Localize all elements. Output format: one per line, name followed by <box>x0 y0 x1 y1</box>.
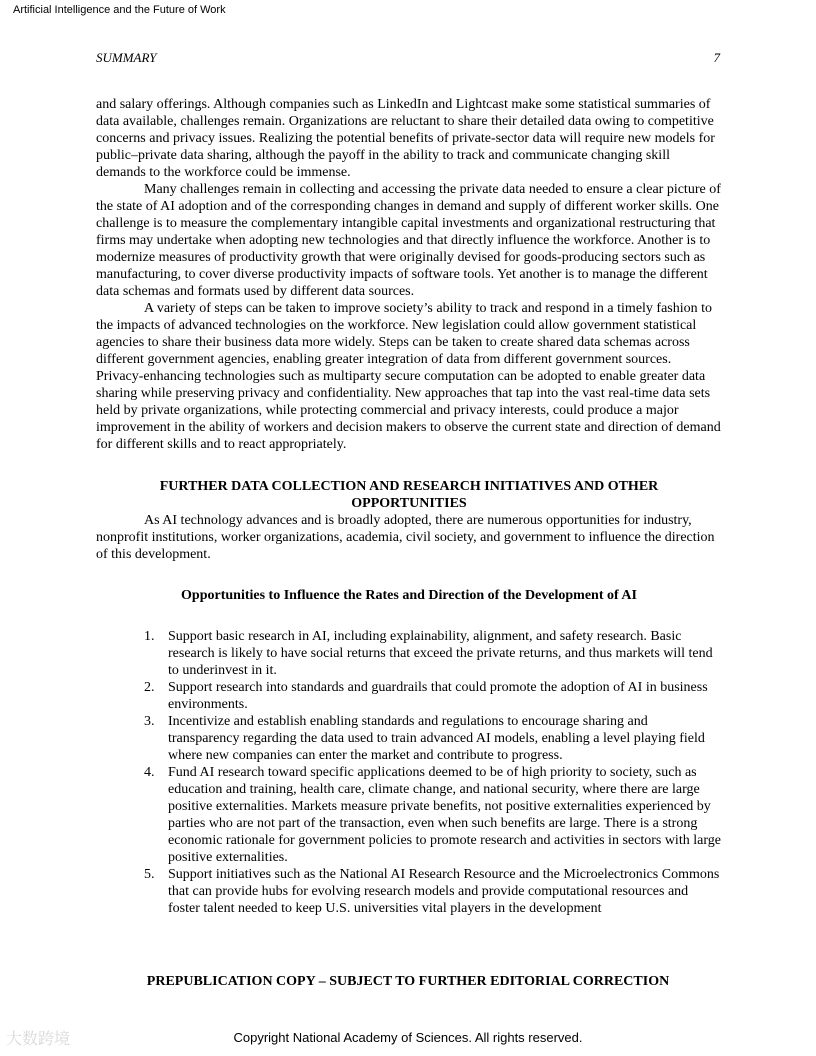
section-intro: As AI technology advances and is broadly adopted, there are numerous opportunities for industry, nonprofit institutions, worker organizations, academia, civil society, and government to influence the direction of this development. <box>96 513 715 562</box>
list-item <box>96 866 722 917</box>
list-item <box>96 679 722 713</box>
paragraph: Many challenges remain in collecting and accessing the private data needed to ensure a clear picture of the state of AI adoption and of the corresponding changes in demand and supply of different worker skills. One challenge is to measure the complementary intangible capital investments and organizational restructuring that firms may undertake when adopting new technologies and that directly influence the workforce. Another is to modernize measures of productivity growth that were originally devised for goods-producing sectors such as manufacturing, to cover diverse productivity impacts of software tools. Yet another is to manage the different data schemas and formats used by different data sources. <box>96 182 721 299</box>
page-body <box>96 96 722 917</box>
list-item <box>96 713 722 764</box>
page-number: 7 <box>713 50 720 65</box>
list-number: 4. <box>144 765 155 780</box>
paragraph: A variety of steps can be taken to improve society’s ability to track and respond in a timely fashion to the impacts of advanced technologies on the workforce. New legislation could allow government statistical agencies to share their business data more widely. Steps can be taken to create shared data schemas across different government agencies, enabling greater integration of data from different government sources. Privacy-enhancing technologies such as multiparty secure computation can be adopted to enable greater data sharing while preserving privacy and confidentiality. New approaches that tap into the vast real-time data sets held by private organizations, while protecting commercial and privacy interests, could produce a major improvement in the ability of workers and decision makers to observe the current state and direction of demand for different skills and to react appropriately. <box>96 301 721 452</box>
list-item <box>96 764 722 866</box>
paragraph-continued: and salary offerings. Although companies such as LinkedIn and Lightcast make some statistical summaries of data available, challenges remain. Organizations are reluctant to share their detailed data owing to competitive concerns and privacy issues. Realizing the potential benefits of private-sector data will require new models for public–private data sharing, although the payoff in the ability to track and communicate changing skill demands to the workforce could be immense. <box>96 97 715 180</box>
list-number: 2. <box>144 680 155 695</box>
prepublication-notice: PREPUBLICATION COPY – SUBJECT TO FURTHER EDITORIAL CORRECTION <box>146 974 670 989</box>
document-title: Artificial Intelligence and the Future of Work <box>13 4 226 16</box>
list-number: 3. <box>144 714 155 729</box>
list-text: Support research into standards and guardrails that could promote the adoption of AI in business environments. <box>168 680 708 712</box>
list-text: Support basic research in AI, including explainability, alignment, and safety research. Basic research is likely to have social returns that exceed the private returns, and thus markets will tend to underinvest in it. <box>168 629 713 678</box>
section-label: SUMMARY <box>96 50 157 65</box>
opportunities-list <box>96 628 722 917</box>
list-text: Support initiatives such as the National AI Research Resource and the Microelectronics Commons that can provide hubs for evolving research models and provide computational resources and foster talent needed to keep U.S. universities vital players in the development <box>168 867 720 916</box>
running-header <box>96 50 720 66</box>
list-item <box>96 628 722 679</box>
list-number: 1. <box>144 629 155 644</box>
list-number: 5. <box>144 867 155 882</box>
list-text: Incentivize and establish enabling standards and regulations to encourage sharing and transparency regarding the data used to train advanced AI models, enabling a level playing field where new companies can enter the market and contribute to progress. <box>168 714 705 763</box>
section-heading: FURTHER DATA COLLECTION AND RESEARCH INITIATIVES AND OTHER OPPORTUNITIES <box>159 479 659 511</box>
list-text: Fund AI research toward specific applications deemed to be of high priority to society, such as education and training, health care, climate change, and national security, where there are large positive externalities. Markets measure private benefits, not positive externalities experienced by parties who are not part of the transaction, even when such benefits are large. There is a strong economic rationale for government policies to promote research and activities in sectors with large positive externalities. <box>168 765 721 865</box>
subheading: Opportunities to Influence the Rates and Direction of the Development of AI <box>181 588 637 603</box>
watermark: 大数跨境 <box>6 1029 71 1048</box>
copyright-notice: Copyright National Academy of Sciences. All rights reserved. <box>233 1030 583 1045</box>
